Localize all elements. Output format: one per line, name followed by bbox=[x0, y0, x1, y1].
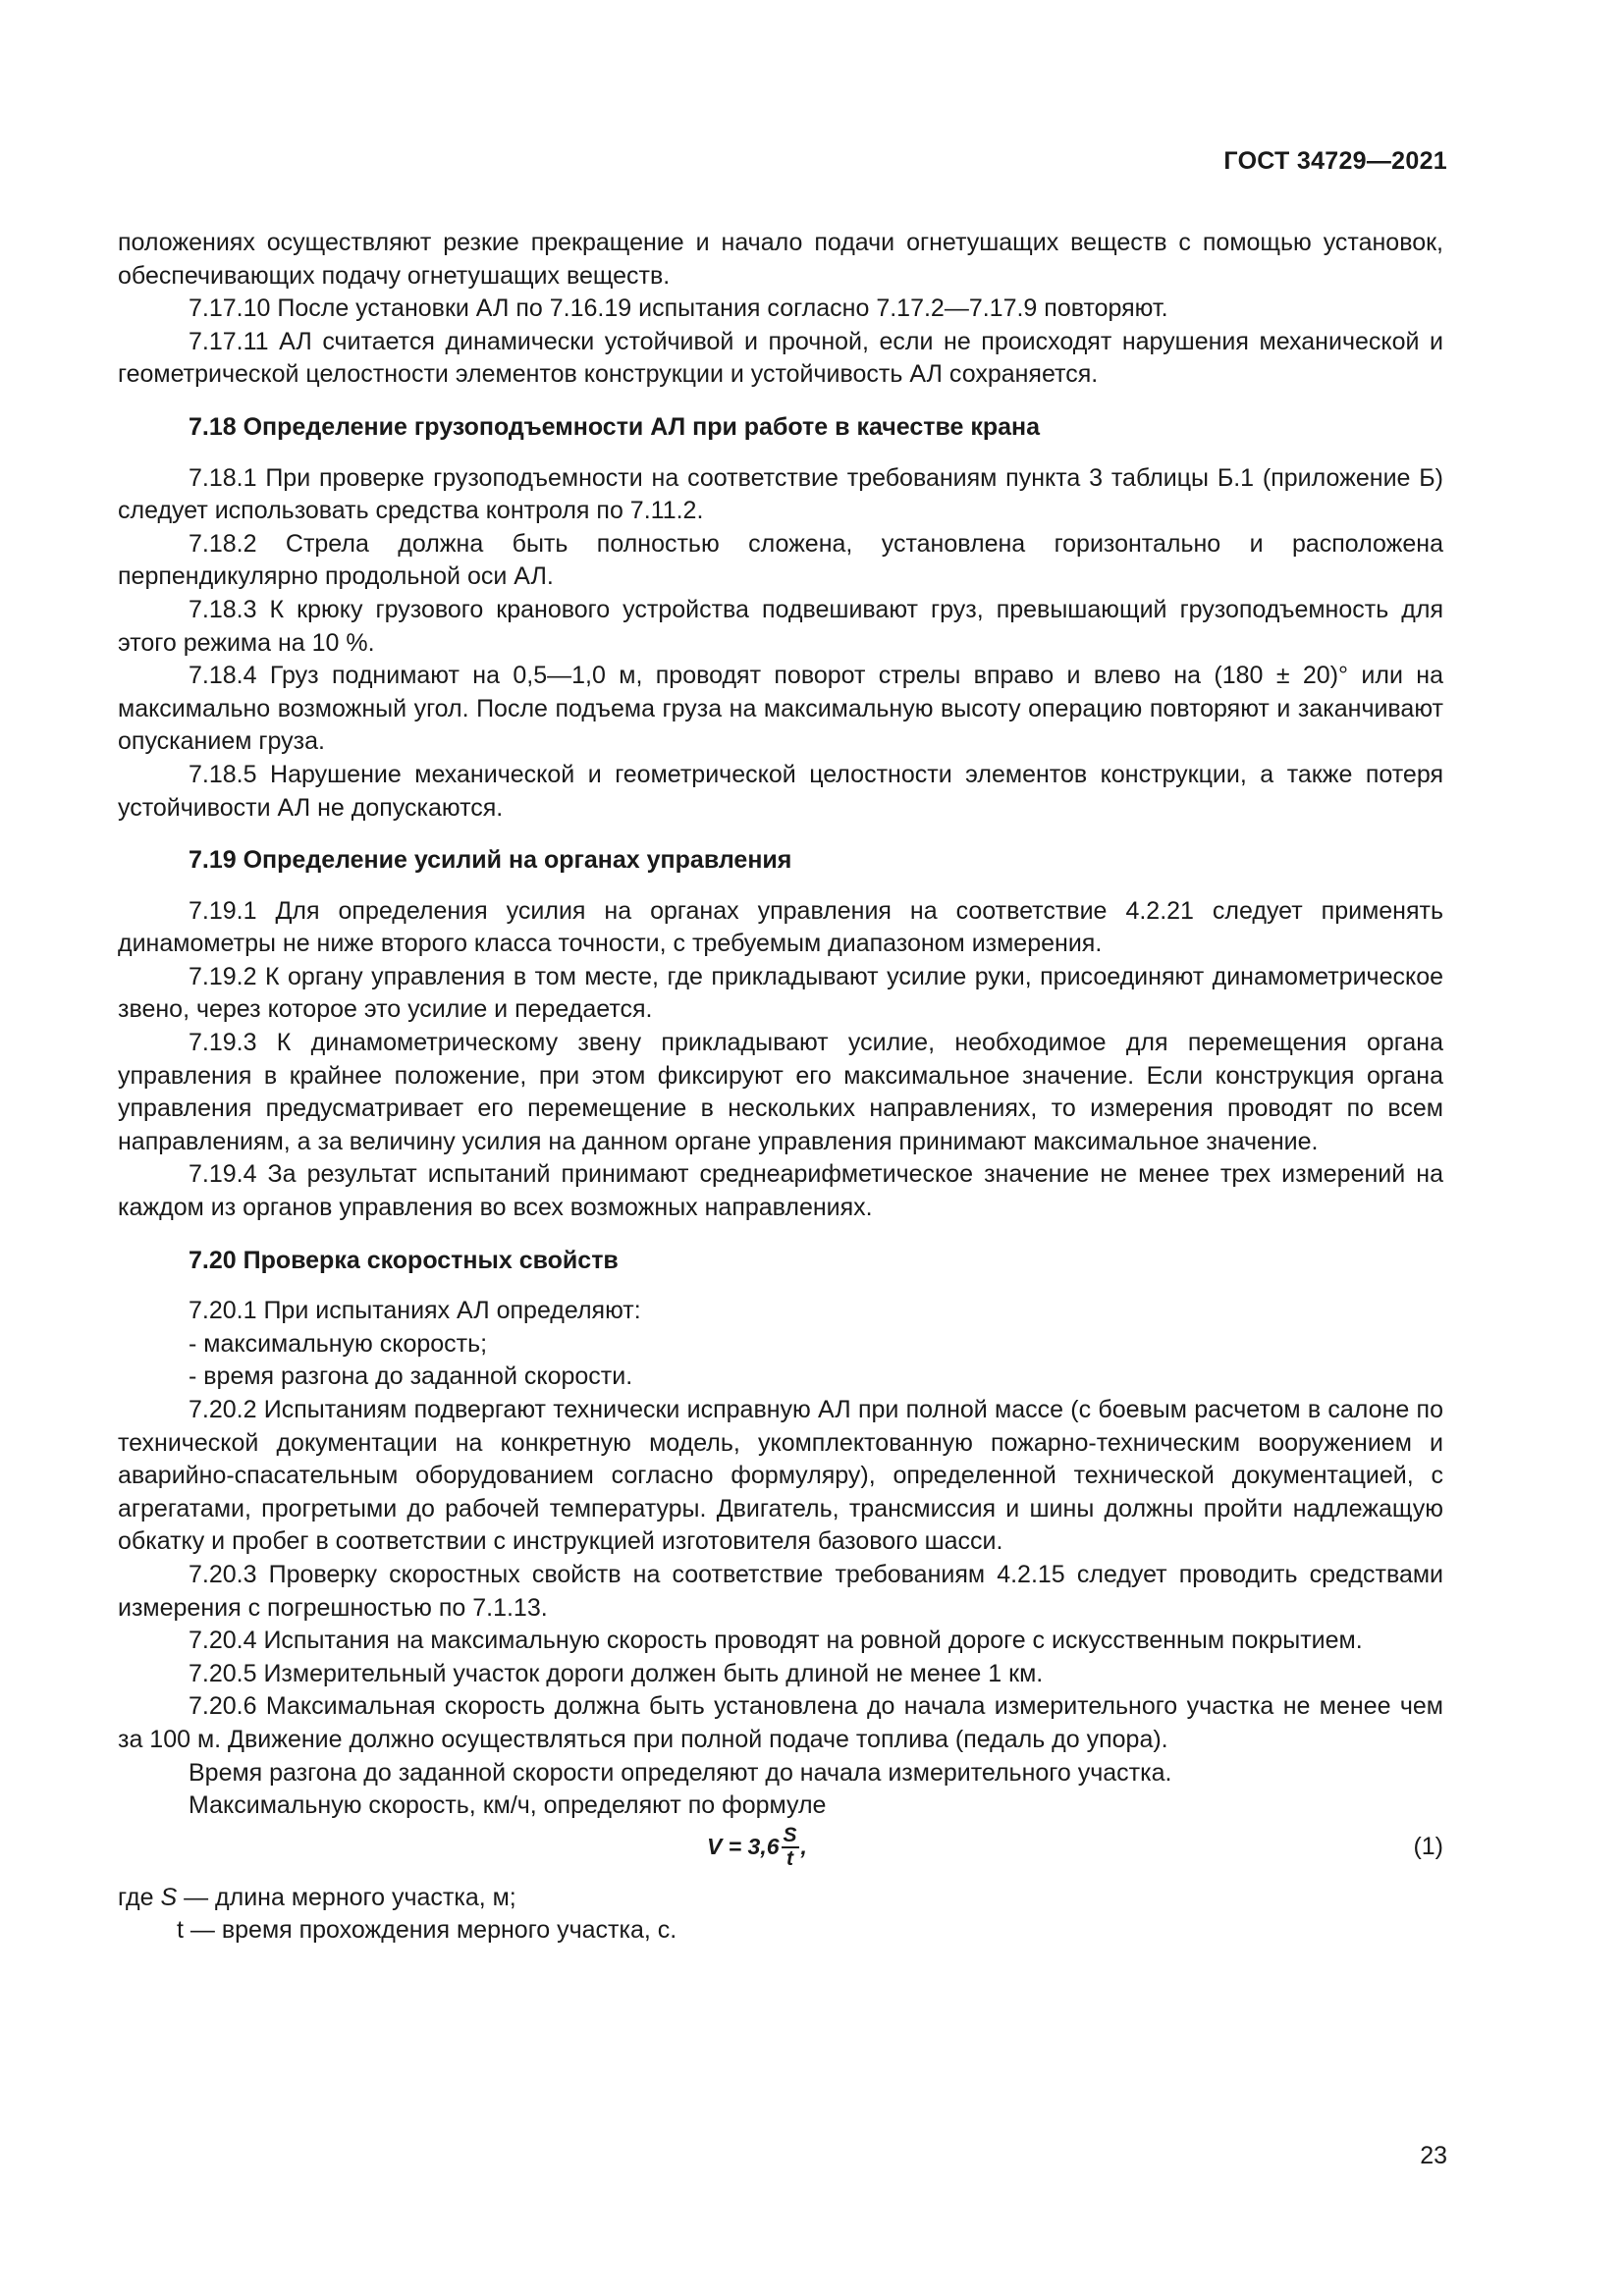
list-item: - максимальную скорость; bbox=[189, 1329, 488, 1358]
paragraph-7-20-2: 7.20.2 Испытаниям подвергают технически исправную АЛ при полной массе (с боевым расчетом в салоне по технической документации на конкретную модель, укомплектованную пожарно-техническим вооружением и аварийно-спасательным оборудованием согласно формуляру), определенной технической документацией, с агрегатами, прогретыми до рабочей температуры. Двигатель, трансмиссия и шины должны пройти надлежащую обкатку и пробег в соответствии с инструкцией изготовителя базового шасси. bbox=[118, 1396, 1443, 1556]
formula-lhs: V = 3,6 bbox=[707, 1833, 780, 1859]
list-item: - время разгона до заданной скорости. bbox=[189, 1362, 633, 1391]
paragraph-7-19-2: 7.19.2 К органу управления в том месте, где прикладывают усилие руки, присоединяют динамометрическое звено, через которое это усилие и передается. bbox=[118, 962, 1443, 1024]
section-heading-7-19: 7.19 Определение усилий на органах управления bbox=[189, 846, 792, 875]
paragraph-7-18-3: 7.18.3 К крюку грузового кранового устройства подвешивают груз, превышающий грузоподъемность для этого режима на 10 %. bbox=[118, 595, 1443, 657]
formula bbox=[707, 1825, 807, 1870]
legend-symbol-t: t bbox=[177, 1916, 184, 1945]
legend-text-s: — длина мерного участка, м; bbox=[184, 1883, 516, 1911]
legend-prefix: где bbox=[118, 1883, 154, 1911]
paragraph: Время разгона до заданной скорости определяют до начала измерительного участка. bbox=[189, 1758, 1172, 1787]
paragraph-7-18-5: 7.18.5 Нарушение механической и геометрической целостности элементов конструкции, а также потеря устойчивости АЛ не допускаются. bbox=[118, 760, 1443, 822]
section-heading-7-20: 7.20 Проверка скоростных свойств bbox=[189, 1246, 619, 1274]
paragraph: Максимальную скорость, км/ч, определяют по формуле bbox=[189, 1791, 827, 1820]
paragraph-7-18-2: 7.18.2 Стрела должна быть полностью сложена, установлена горизонтально и расположена перпендикулярно продольной оси АЛ. bbox=[118, 529, 1443, 591]
section-heading-7-18: 7.18 Определение грузоподъемности АЛ при работе в качестве крана bbox=[189, 412, 1041, 441]
formula-denominator: t bbox=[786, 1846, 794, 1870]
legend-text-t: — время прохождения мерного участка, с. bbox=[189, 1916, 677, 1945]
document-body bbox=[118, 227, 1443, 1948]
formula-fraction bbox=[782, 1825, 799, 1870]
paragraph-7-20-4: 7.20.4 Испытания на максимальную скорость проводят на ровной дороге с искусственным покрытием. bbox=[189, 1627, 1363, 1655]
document-code-header: ГОСТ 34729—2021 bbox=[1223, 147, 1447, 175]
page-number: 23 bbox=[1420, 2142, 1447, 2169]
paragraph-7-19-4: 7.19.4 За результат испытаний принимают среднеарифметическое значение не менее трех измерений на каждом из органов управления во всех возможных направлениях. bbox=[118, 1160, 1443, 1222]
paragraph-7-17-11: 7.17.11 АЛ считается динамически устойчивой и прочной, если не происходят нарушения механической и геометрической целостности элементов конструкции и устойчивость АЛ сохраняется. bbox=[118, 327, 1443, 389]
legend-symbol-s: S bbox=[160, 1883, 178, 1911]
legend-line-s bbox=[118, 1882, 1443, 1915]
paragraph-7-20-5: 7.20.5 Измерительный участок дороги должен быть длиной не менее 1 км. bbox=[189, 1659, 1044, 1687]
paragraph-7-20-3: 7.20.3 Проверку скоростных свойств на соответствие требованиям 4.2.15 следует проводить средствами измерения с погрешностью по 7.1.13. bbox=[118, 1560, 1443, 1622]
paragraph: положениях осуществляют резкие прекращение и начало подачи огнетушащих веществ с помощью установок, обеспечивающих подачу огнетушащих веществ. bbox=[118, 229, 1443, 290]
formula-trail: , bbox=[800, 1833, 807, 1859]
legend-line-t bbox=[118, 1914, 1443, 1948]
paragraph-7-20-6: 7.20.6 Максимальная скорость должна быть установлена до начала измерительного участка не менее чем за 100 м. Движение должно осуществляться при полной подаче топлива (педаль до упора). bbox=[118, 1692, 1443, 1753]
paragraph-7-17-10: 7.17.10 После установки АЛ по 7.16.19 испытания согласно 7.17.2—7.17.9 повторяют. bbox=[189, 294, 1168, 323]
formula-row bbox=[118, 1823, 1443, 1882]
paragraph-7-18-4: 7.18.4 Груз поднимают на 0,5—1,0 м, проводят поворот стрелы вправо и влево на (180 ± 20)° или на максимально возможный угол. После подъема груза на максимальную высоту операцию повторяют и заканчивают опусканием груза. bbox=[118, 662, 1443, 756]
paragraph-7-20-1: 7.20.1 При испытаниях АЛ определяют: bbox=[189, 1297, 641, 1325]
paragraph-7-18-1: 7.18.1 При проверке грузоподъемности на соответствие требованиям пункта 3 таблицы Б.1 (приложение Б) следует использовать средства контроля по 7.11.2. bbox=[118, 463, 1443, 525]
formula-number: (1) bbox=[1413, 1832, 1443, 1860]
paragraph-7-19-3: 7.19.3 К динамометрическому звену прикладывают усилие, необходимое для перемещения органа управления в крайнее положение, при этом фиксируют его максимальное значение. Если конструкция органа управления предусматривает его перемещение в нескольких направлениях, то измерения проводят по всем направлениям, а за величину усилия на данном органе управления принимают максимальное значение. bbox=[118, 1029, 1443, 1155]
formula-numerator: S bbox=[783, 1823, 797, 1846]
paragraph-7-19-1: 7.19.1 Для определения усилия на органах управления на соответствие 4.2.21 следует применять динамометры не ниже второго класса точности, с требуемым диапазоном измерения. bbox=[118, 896, 1443, 958]
